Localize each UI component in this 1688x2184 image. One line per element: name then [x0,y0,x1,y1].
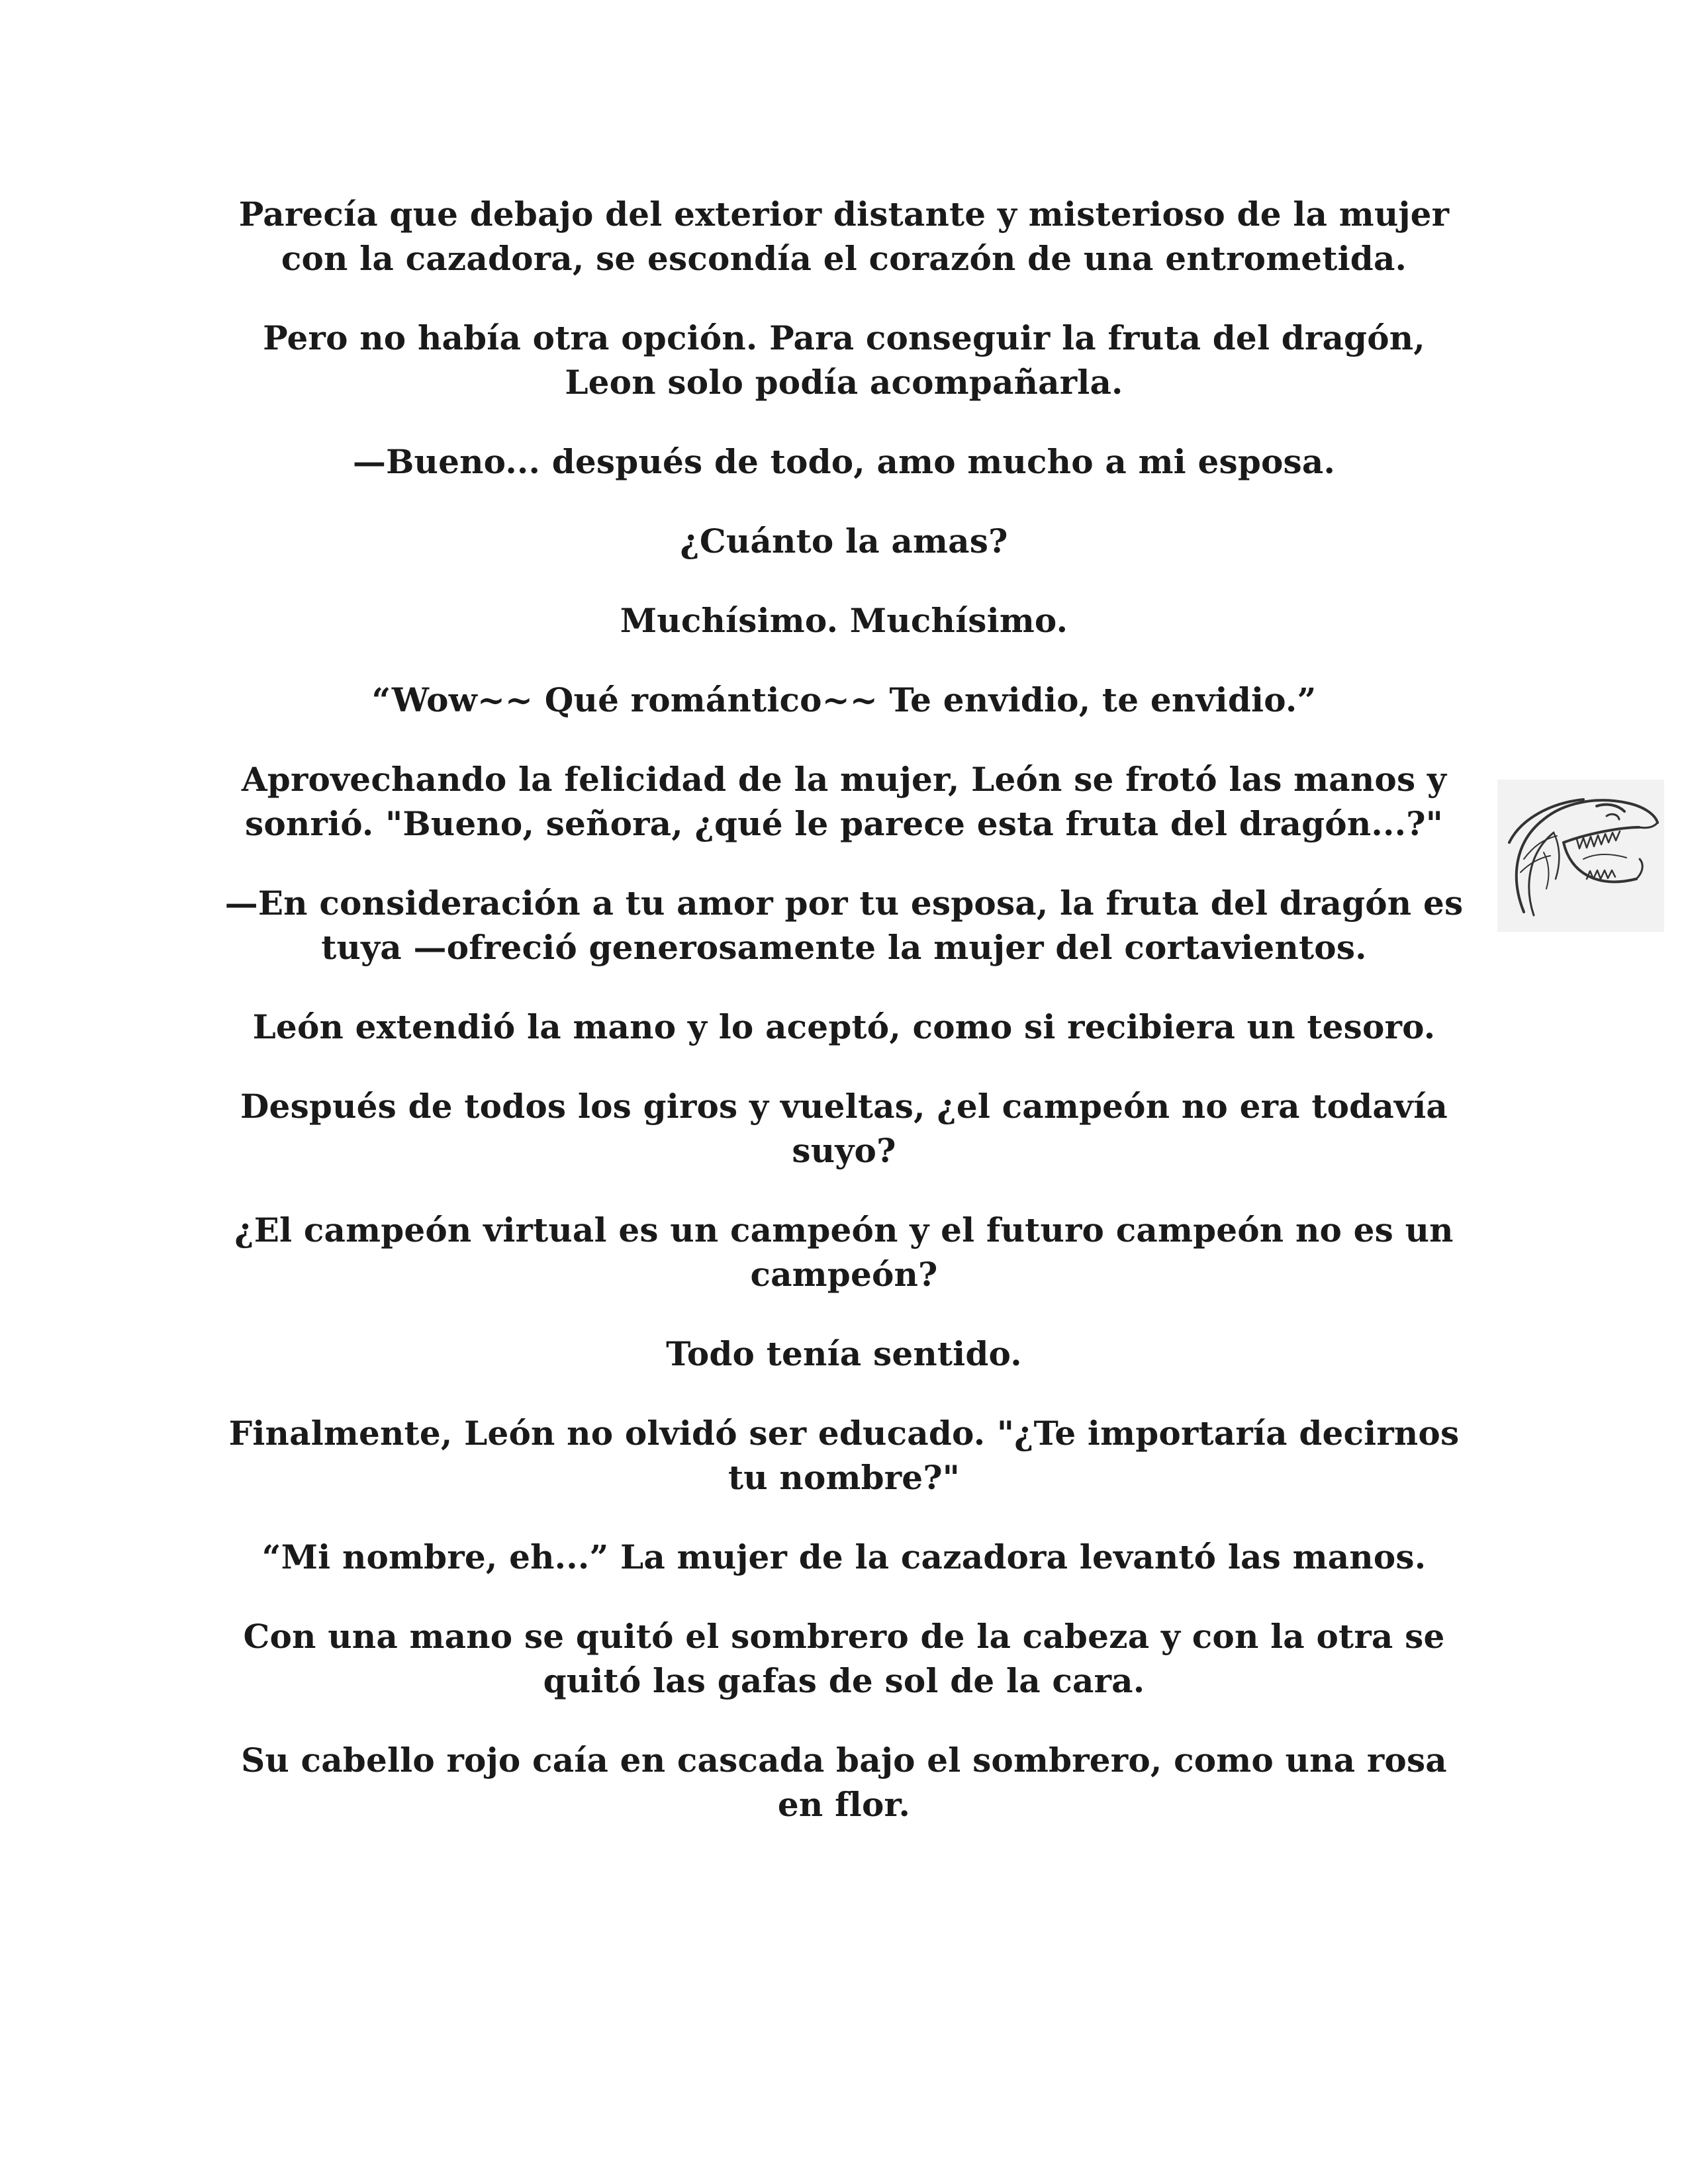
paragraph: —En consideración a tu amor por tu esposa, la fruta del dragón es tuya —ofreció generosamente la mujer del cortavientos. [224,884,1464,967]
paragraph: Finalmente, León no olvidó ser educado. "¿Te importaría decirnos tu nombre?" [228,1414,1460,1497]
paragraph: —Bueno... después de todo, amo mucho a mi esposa. [352,442,1336,481]
paragraph: Aprovechando la felicidad de la mujer, León se frotó las manos y sonrió. "Bueno, señora, ¿qué le parece esta fruta del dragón...?" [241,760,1447,843]
paragraph: Su cabello rojo caía en cascada bajo el sombrero, como una rosa en flor. [241,1741,1447,1824]
story-text [218,192,1470,1862]
paragraph: Todo tenía sentido. [666,1334,1022,1373]
dinosaur-sketch-drawing [1497,780,1664,932]
paragraph: León extendió la mano y lo aceptó, como si recibiera un tesoro. [252,1007,1436,1046]
paragraph: Con una mano se quitó el sombrero de la cabeza y con la otra se quitó las gafas de sol de la cara. [243,1617,1445,1700]
paragraph: Después de todos los giros y vueltas, ¿el campeón no era todavía suyo? [240,1087,1448,1170]
paragraph: “Mi nombre, eh...” La mujer de la cazadora levantó las manos. [261,1537,1427,1576]
paragraph: ¿Cuánto la amas? [680,522,1008,561]
paragraph: “Wow~~ Qué romántico~~ Te envidio, te envidio.” [371,680,1317,719]
paragraph: ¿El campeón virtual es un campeón y el futuro campeón no es un campeón? [234,1210,1454,1294]
dinosaur-head-sketch-icon [1497,780,1664,932]
paragraph: Pero no había otra opción. Para conseguir la fruta del dragón, Leon solo podía acompañarla. [263,318,1425,402]
paragraph: Muchísimo. Muchísimo. [620,601,1068,640]
paragraph: Parecía que debajo del exterior distante y misterioso de la mujer con la cazadora, se escondía el corazón de una entrometida. [238,195,1450,278]
